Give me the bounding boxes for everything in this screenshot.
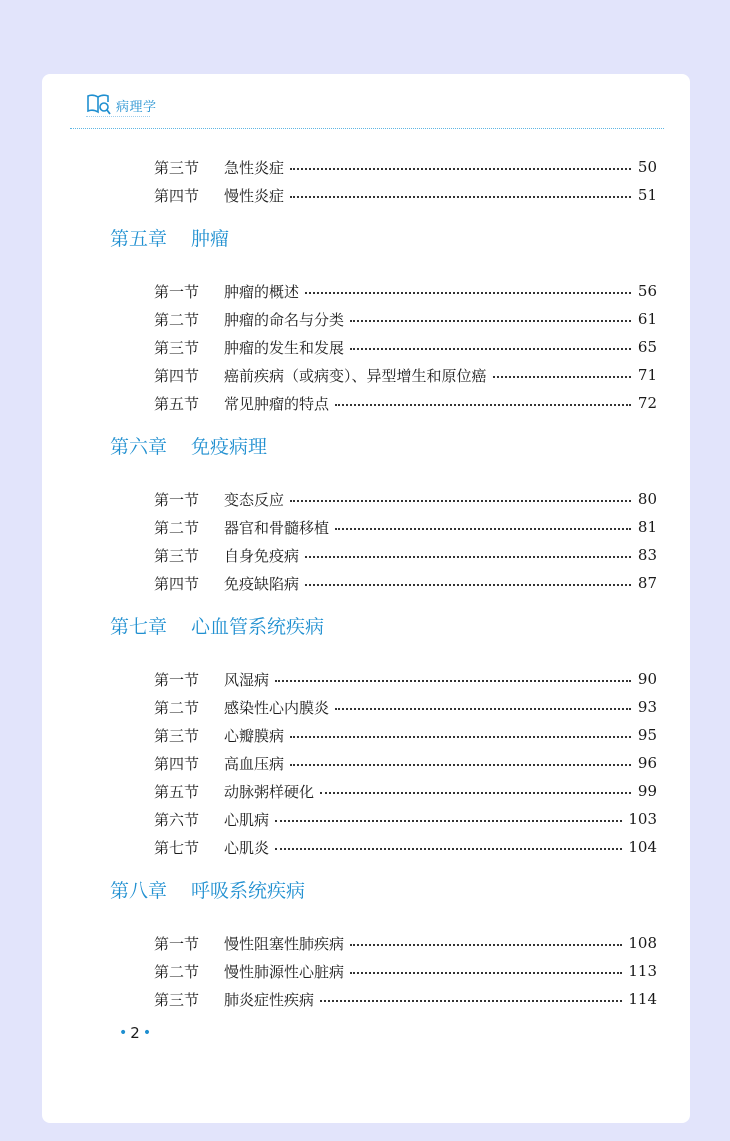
- dot-leader: [335, 404, 631, 406]
- section-number: 第七节: [154, 838, 200, 857]
- section-number: 第四节: [154, 574, 200, 593]
- section-title: 高血压病: [224, 754, 285, 773]
- book-icon: [86, 92, 112, 116]
- section-number: 第一节: [154, 934, 200, 953]
- dot-leader: [305, 556, 631, 558]
- section-title: 心肌炎: [224, 838, 270, 857]
- chapter-heading[interactable]: [110, 876, 305, 902]
- section-page-number: 83: [637, 546, 657, 564]
- section-title: 器官和骨髓移植: [224, 518, 330, 537]
- section-number: 第三节: [154, 726, 200, 745]
- chapter-heading[interactable]: [110, 612, 324, 638]
- dot-leader: [275, 680, 631, 682]
- chapter-title: 免疫病理: [191, 435, 268, 458]
- section-title: 自身免疫病: [224, 546, 300, 565]
- chapter-title: 心血管系统疾病: [191, 615, 325, 638]
- dot-leader: [290, 196, 631, 198]
- section-page-number: 114: [628, 990, 657, 1008]
- section-title: 心瓣膜病: [224, 726, 285, 745]
- section-page-number: 80: [637, 490, 657, 508]
- chapter-title: 肿瘤: [191, 227, 230, 250]
- chapter-number: 第六章: [110, 435, 168, 458]
- toc-entry[interactable]: [154, 668, 657, 690]
- toc-entry[interactable]: [154, 808, 657, 830]
- toc-entry[interactable]: [154, 516, 657, 538]
- section-title: 肿瘤的发生和发展: [224, 338, 345, 357]
- section-title: 肿瘤的命名与分类: [224, 310, 345, 329]
- section-title: 动脉粥样硬化: [224, 782, 315, 801]
- section-title: 感染性心内膜炎: [224, 698, 330, 717]
- section-page-number: 87: [637, 574, 657, 592]
- section-number: 第三节: [154, 546, 200, 565]
- section-page-number: 51: [637, 186, 657, 204]
- dot-leader: [290, 168, 631, 170]
- section-page-number: 103: [628, 810, 657, 828]
- dot-leader: [350, 972, 622, 974]
- section-page-number: 108: [628, 934, 657, 952]
- section-title: 癌前疾病（或病变）、异型增生和原位癌: [224, 366, 487, 385]
- page-number-dot-right: •: [142, 1025, 152, 1041]
- section-page-number: 81: [637, 518, 657, 536]
- dot-leader: [350, 348, 631, 350]
- toc-entry[interactable]: [154, 364, 657, 386]
- toc-entry[interactable]: [154, 752, 657, 774]
- dot-leader: [350, 944, 622, 946]
- section-title: 常见肿瘤的特点: [224, 394, 330, 413]
- chapter-number: 第七章: [110, 615, 168, 638]
- dot-leader: [290, 500, 631, 502]
- page-number: [116, 1024, 154, 1042]
- header-title: 病理学: [116, 100, 157, 115]
- toc-entry[interactable]: [154, 836, 657, 858]
- section-number: 第五节: [154, 394, 200, 413]
- header-rule: [70, 128, 664, 129]
- section-number: 第一节: [154, 282, 200, 301]
- section-page-number: 50: [637, 158, 657, 176]
- chapter-title: 呼吸系统疾病: [191, 879, 306, 902]
- section-number: 第二节: [154, 698, 200, 717]
- page-number-value: 2: [130, 1024, 140, 1042]
- toc-entry[interactable]: [154, 336, 657, 358]
- section-page-number: 113: [628, 962, 657, 980]
- toc-entry[interactable]: [154, 184, 657, 206]
- section-title: 变态反应: [224, 490, 285, 509]
- header-underline: [86, 116, 150, 117]
- toc-entry[interactable]: [154, 960, 657, 982]
- dot-leader: [290, 736, 631, 738]
- dot-leader: [275, 848, 622, 850]
- toc-entry[interactable]: [154, 156, 657, 178]
- section-page-number: 96: [637, 754, 657, 772]
- chapter-heading[interactable]: [110, 432, 267, 458]
- dot-leader: [320, 792, 631, 794]
- toc-entry[interactable]: [154, 988, 657, 1010]
- section-page-number: 95: [637, 726, 657, 744]
- toc-entry[interactable]: [154, 932, 657, 954]
- section-number: 第三节: [154, 990, 200, 1009]
- section-title: 免疫缺陷病: [224, 574, 300, 593]
- running-header: [86, 92, 662, 116]
- section-number: 第一节: [154, 490, 200, 509]
- section-number: 第二节: [154, 310, 200, 329]
- dot-leader: [275, 820, 622, 822]
- section-page-number: 93: [637, 698, 657, 716]
- section-number: 第三节: [154, 158, 200, 177]
- section-page-number: 56: [637, 282, 657, 300]
- chapter-number: 第八章: [110, 879, 168, 902]
- section-page-number: 61: [637, 310, 657, 328]
- section-number: 第四节: [154, 754, 200, 773]
- toc-entry[interactable]: [154, 572, 657, 594]
- section-number: 第四节: [154, 366, 200, 385]
- section-title: 心肌病: [224, 810, 270, 829]
- section-number: 第二节: [154, 962, 200, 981]
- toc-entry[interactable]: [154, 544, 657, 566]
- dot-leader: [350, 320, 631, 322]
- dot-leader: [305, 292, 631, 294]
- section-number: 第三节: [154, 338, 200, 357]
- section-number: 第二节: [154, 518, 200, 537]
- dot-leader: [320, 1000, 622, 1002]
- section-number: 第一节: [154, 670, 200, 689]
- section-title: 肺炎症性疾病: [224, 990, 315, 1009]
- page-number-dot-left: •: [119, 1025, 128, 1041]
- section-number: 第六节: [154, 810, 200, 829]
- dot-leader: [493, 376, 631, 378]
- toc-entry[interactable]: [154, 392, 657, 414]
- toc-entry[interactable]: [154, 488, 657, 510]
- section-title: 肿瘤的概述: [224, 282, 300, 301]
- section-number: 第五节: [154, 782, 200, 801]
- section-page-number: 99: [637, 782, 657, 800]
- section-title: 急性炎症: [224, 158, 285, 177]
- dot-leader: [305, 584, 631, 586]
- section-page-number: 71: [637, 366, 657, 384]
- dot-leader: [335, 528, 631, 530]
- toc-entry[interactable]: [154, 780, 657, 802]
- dot-leader: [290, 764, 631, 766]
- toc-entry[interactable]: [154, 724, 657, 746]
- section-page-number: 72: [637, 394, 657, 412]
- section-number: 第四节: [154, 186, 200, 205]
- toc-entry[interactable]: [154, 308, 657, 330]
- section-title: 慢性肺源性心脏病: [224, 962, 345, 981]
- toc-entry[interactable]: [154, 280, 657, 302]
- section-page-number: 104: [628, 838, 657, 856]
- section-page-number: 65: [637, 338, 657, 356]
- section-title: 风湿病: [224, 670, 270, 689]
- section-page-number: 90: [637, 670, 657, 688]
- dot-leader: [335, 708, 631, 710]
- section-title: 慢性炎症: [224, 186, 285, 205]
- chapter-number: 第五章: [110, 227, 168, 250]
- toc-entry[interactable]: [154, 696, 657, 718]
- document-page: [42, 74, 690, 1123]
- section-title: 慢性阻塞性肺疾病: [224, 934, 345, 953]
- chapter-heading[interactable]: [110, 224, 229, 250]
